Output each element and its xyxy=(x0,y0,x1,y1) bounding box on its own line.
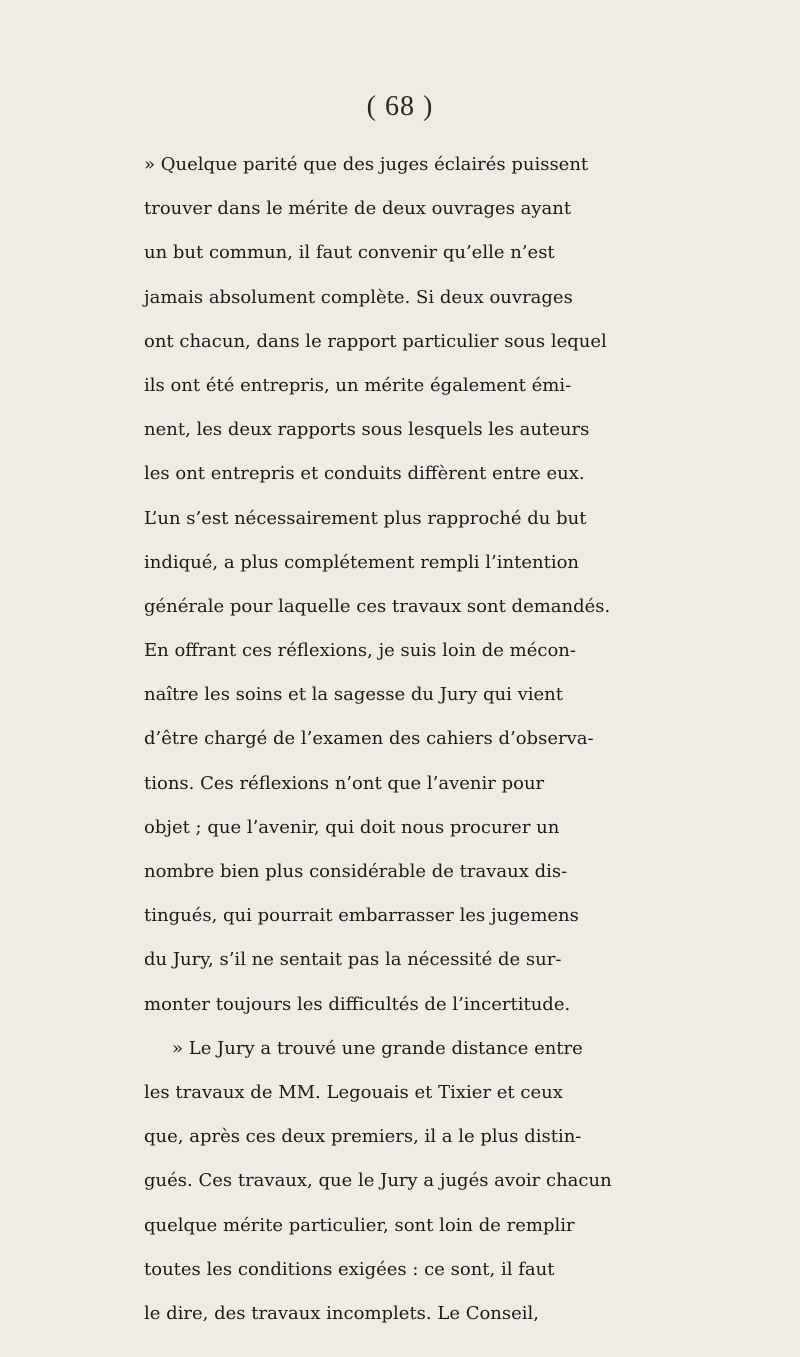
text-line-16: objet ; que l’avenir, qui doit nous procurer un xyxy=(144,816,560,838)
text-line-7: nent, les deux rapports sous lesquels les auteurs xyxy=(144,419,590,441)
text-line-14: d’être chargé de l’examen des cahiers d’observa- xyxy=(144,728,594,750)
body-text xyxy=(144,143,800,1336)
text-line-27: le dire, des travaux incomplets. Le Conseil, xyxy=(144,1302,540,1324)
text-line-24: gués. Ces travaux, que le Jury a jugés avoir chacun xyxy=(144,1170,612,1192)
text-line-18: tingués, qui pourrait embarrasser les jugemens xyxy=(144,905,579,927)
text-line-13: naître les soins et la sagesse du Jury qui vient xyxy=(144,684,563,706)
text-line-12: En offrant ces réflexions, je suis loin de mécon- xyxy=(144,640,576,662)
text-line-4: jamais absolument complète. Si deux ouvrages xyxy=(144,286,573,308)
text-line-22: les travaux de MM. Legouais et Tixier et ceux xyxy=(144,1081,563,1103)
text-line-5: ont chacun, dans le rapport particulier sous lequel xyxy=(144,330,607,352)
text-line-2: trouver dans le mérite de deux ouvrages ayant xyxy=(144,198,572,220)
text-line-11: générale pour laquelle ces travaux sont demandés. xyxy=(144,595,611,617)
text-line-26: toutes les conditions exigées : ce sont, il faut xyxy=(144,1258,555,1280)
text-line-6: ils ont été entrepris, un mérite également émi- xyxy=(144,374,572,396)
text-line-1: » Quelque parité que des juges éclairés puissent xyxy=(144,154,589,175)
text-line-3: un but commun, il faut convenir qu’elle n’est xyxy=(144,242,555,264)
text-line-21: » Le Jury a trouvé une grande distance entre xyxy=(172,1037,583,1059)
page-number: ( 68 ) xyxy=(366,91,434,122)
text-line-19: du Jury, s’il ne sentait pas la nécessité de sur- xyxy=(144,949,562,971)
text-line-15: tions. Ces réflexions n’ont que l’avenir pour xyxy=(144,772,545,794)
text-line-9: L’un s’est nécessairement plus rapproché du but xyxy=(144,507,587,529)
text-line-17: nombre bien plus considérable de travaux dis- xyxy=(144,861,568,882)
text-line-20: monter toujours les difficultés de l’incertitude. xyxy=(144,993,571,1015)
text-line-8: les ont entrepris et conduits diffèrent entre eux. xyxy=(144,463,585,485)
text-line-25: quelque mérite particulier, sont loin de remplir xyxy=(144,1214,575,1236)
text-line-10: indiqué, a plus complétement rempli l’intention xyxy=(144,551,580,573)
text-line-23: que, après ces deux premiers, il a le plus distin- xyxy=(144,1126,582,1148)
